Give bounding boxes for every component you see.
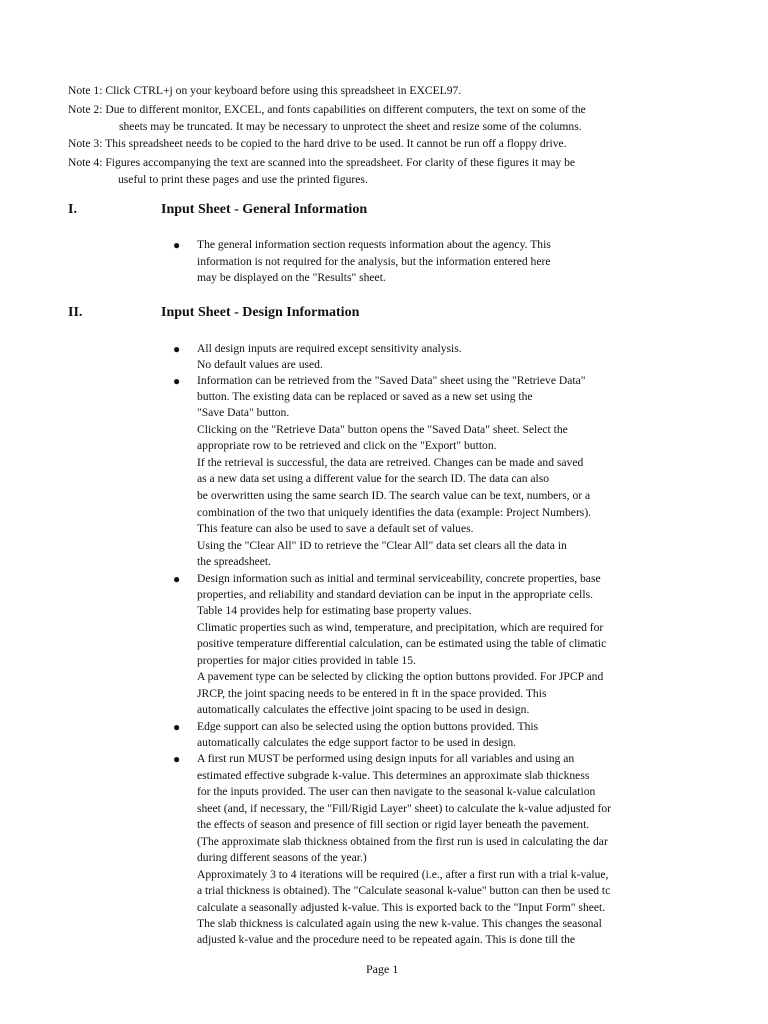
note-line: Note 2: Due to different monitor, EXCEL, and fonts capabilities on different computers, the text on some of the (68, 103, 586, 116)
note-line: Note 3: This spreadsheet needs to be copied to the hard drive to be used. It cannot be run off a floppy drive. (68, 137, 567, 150)
note-line: sheets may be truncated. It may be necessary to unprotect the sheet and resize some of the columns. (119, 120, 582, 133)
bullet-line: The slab thickness is calculated again using the new k-value. This changes the seasonal (197, 917, 602, 930)
bullet-line: A first run MUST be performed using design inputs for all variables and using an (197, 752, 575, 765)
bullet-line: button. The existing data can be replaced or saved as a new set using the (197, 390, 533, 403)
bullet-line: If the retrieval is successful, the data are retreived. Changes can be made and saved (197, 456, 584, 469)
bullet-line: the effects of season and presence of fill section or rigid layer beneath the pavement. (197, 818, 590, 831)
bullet-line: The general information section requests information about the agency. This (197, 238, 551, 251)
bullet-line: adjusted k-value and the procedure need to be repeated again. This is done till the (197, 933, 576, 946)
bullet-line: This feature can also be used to save a default set of values. (197, 522, 474, 535)
bullet-line: a trial thickness is obtained). The "Calculate seasonal k-value" button can then be used tc (197, 884, 611, 897)
bullet-line: Information can be retrieved from the "Saved Data" sheet using the "Retrieve Data" (197, 374, 586, 387)
section-number: II. (68, 305, 83, 320)
bullet-line: properties for major cities provided in table 15. (197, 654, 416, 667)
bullet-line: Design information such as initial and terminal serviceability, concrete properties, base (197, 572, 601, 585)
note-line: useful to print these pages and use the printed figures. (118, 173, 368, 186)
bullet-line: as a new data set using a different value for the search ID. The data can also (197, 472, 550, 485)
bullet-line: Using the "Clear All" ID to retrieve the "Clear All" data set clears all the data in (197, 539, 567, 552)
bullet-line: All design inputs are required except sensitivity analysis. (197, 342, 462, 355)
page-number: Page 1 (366, 962, 399, 976)
bullet-line: calculate a seasonally adjusted k-value. This is exported back to the "Input Form" sheet. (197, 901, 606, 914)
bullet-line: properties, and reliability and standard deviation can be input in the appropriate cells. (197, 588, 593, 601)
bullet-line: Table 14 provides help for estimating base property values. (197, 604, 472, 617)
bullet-line: for the inputs provided. The user can then navigate to the seasonal k-value calculation (197, 785, 596, 798)
section-title: Input Sheet - Design Information (161, 305, 360, 320)
bullet-line: JRCP, the joint spacing needs to be entered in ft in the space provided. This (197, 687, 547, 700)
bullet-line: (The approximate slab thickness obtained from the first run is used in calculating the dar (197, 835, 608, 848)
bullet-line: Climatic properties such as wind, temperature, and precipitation, which are required for (197, 621, 604, 634)
bullet-line: the spreadsheet. (197, 555, 272, 568)
bullet-icon: ● (173, 752, 181, 766)
bullet-line: Approximately 3 to 4 iterations will be required (i.e., after a first run with a trial k-value, (197, 868, 609, 881)
bullet-line: positive temperature differential calculation, can be estimated using the table of climatic (197, 637, 607, 650)
bullet-line: sheet (and, if necessary, the "Fill/Rigid Layer" sheet) to calculate the k-value adjusted for (197, 802, 612, 815)
bullet-icon: ● (173, 342, 181, 356)
bullet-line: information is not required for the analysis, but the information entered here (197, 255, 551, 268)
section-title: Input Sheet - General Information (161, 202, 368, 217)
bullet-icon: ● (173, 572, 181, 586)
note-line: Note 4: Figures accompanying the text are scanned into the spreadsheet. For clarity of these figures it may be (68, 156, 576, 169)
bullet-line: Edge support can also be selected using the option buttons provided. This (197, 720, 539, 733)
bullet-line: Clicking on the "Retrieve Data" button opens the "Saved Data" sheet. Select the (197, 423, 568, 436)
bullet-icon: ● (173, 238, 181, 252)
note-line: Note 1: Click CTRL+j on your keyboard before using this spreadsheet in EXCEL97. (68, 84, 462, 97)
bullet-line: No default values are used. (197, 358, 323, 371)
bullet-line: combination of the two that uniquely identifies the data (example: Project Numbers). (197, 506, 592, 519)
bullet-line: "Save Data" button. (197, 406, 290, 419)
bullet-line: during different seasons of the year.) (197, 851, 367, 864)
bullet-line: automatically calculates the edge support factor to be used in design. (197, 736, 517, 749)
bullet-line: estimated effective subgrade k-value. This determines an approximate slab thickness (197, 769, 590, 782)
bullet-line: automatically calculates the effective joint spacing to be used in design. (197, 703, 530, 716)
bullet-icon: ● (173, 374, 181, 388)
bullet-line: may be displayed on the "Results" sheet. (197, 271, 386, 284)
bullet-line: appropriate row to be retrieved and click on the "Export" button. (197, 439, 497, 452)
bullet-line: be overwritten using the same search ID. The search value can be text, numbers, or a (197, 489, 591, 502)
bullet-line: A pavement type can be selected by clicking the option buttons provided. For JPCP and (197, 670, 604, 683)
bullet-icon: ● (173, 720, 181, 734)
section-number: I. (68, 202, 77, 217)
